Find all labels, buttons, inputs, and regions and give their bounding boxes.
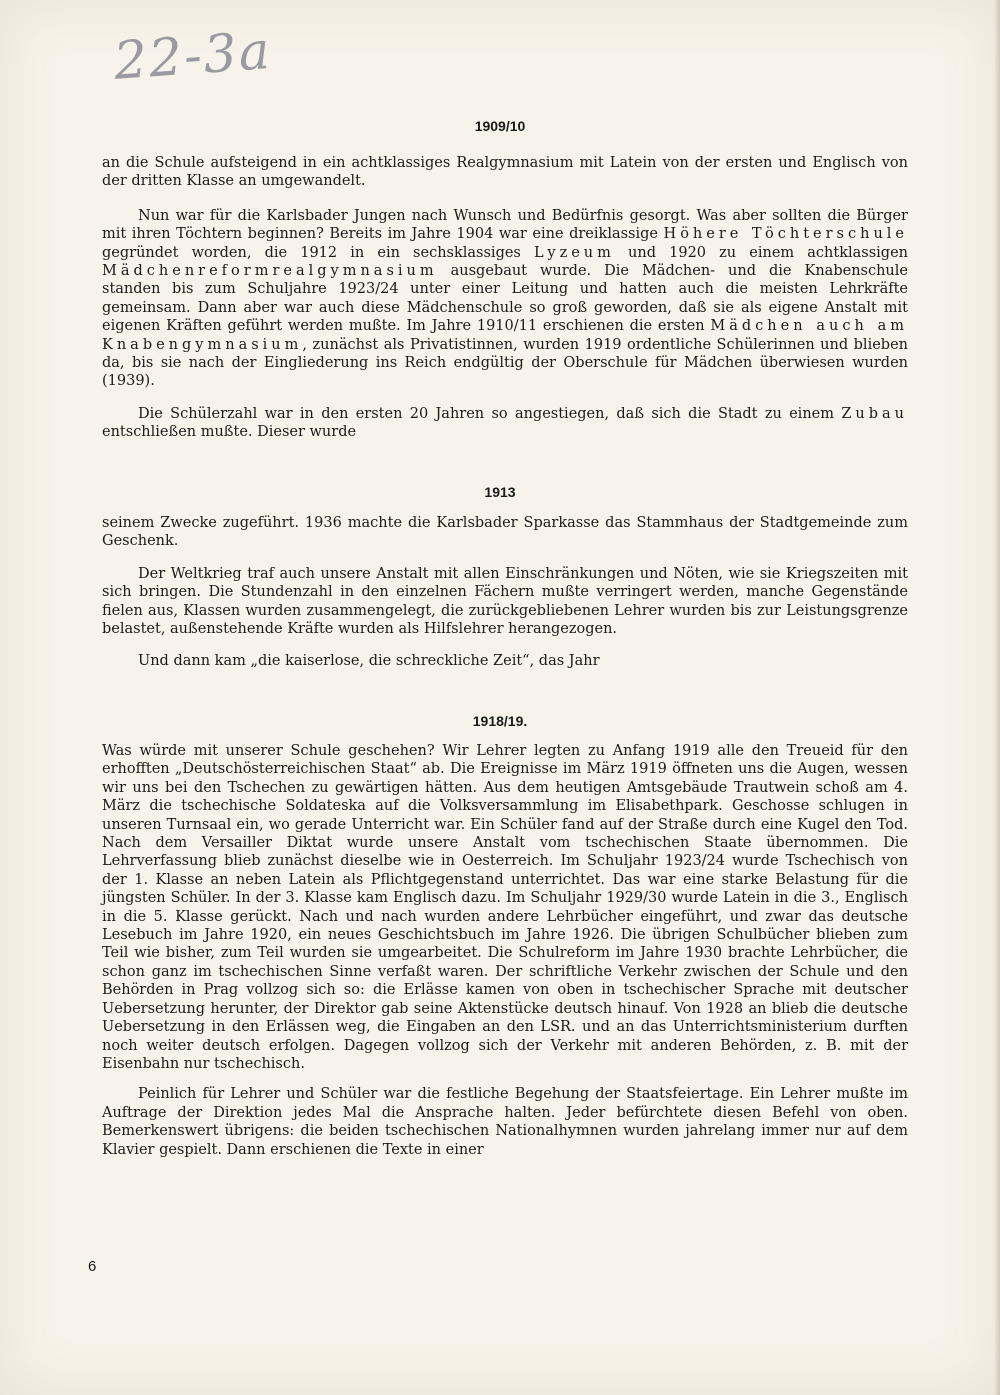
section-1918 — [102, 742, 908, 1159]
year-heading-1918: 1918/19. — [472, 713, 528, 729]
text-run: und 1920 zu einem achtklassigen — [614, 244, 909, 261]
year-heading-1909: 1909/10 — [474, 118, 526, 134]
paragraph: an die Schule aufsteigend in ein achtklassiges Realgymnasium mit Latein von der ersten und Englisch von der dritten Klasse an umgewandelt. — [102, 155, 908, 190]
paragraph — [102, 405, 908, 442]
text-run: Die Schülerzahl war in den ersten 20 Jahren so angestiegen, daß sich die Stadt zu einem — [138, 405, 842, 422]
paragraph: Was würde mit unserer Schule geschehen? Wir Lehrer legten zu Anfang 1919 alle den Treueid für den erhofften „Deutschösterreichischen Staat“ ab. Die Ereignisse im März 1919 öffneten uns die Augen, wessen wir uns bei den Tschechen zu gewärtigen hätten. Aus dem heutigen Amtsgebäude Trautwein schoß am 4. März die tschechische Soldateska auf die Volksversammlung im Elisabethpark. Geschosse schlugen in unseren Turnsaal ein, wo gerade Unterricht war. Ein Schüler fand auf der Straße durch eine Kugel den Tod. Nach dem Versailler Diktat wurde unsere Anstalt vom tschechischen Staate übernommen. Die Lehrverfassung blieb zunächst dieselbe wie in Oesterreich. Im Schuljahr 1923/24 wurde Tschechisch von der 1. Klasse an neben Latein als Pflichtgegenstand unterrichtet. Das war eine starke Belastung für die jüngsten Schüler. In der 3. Klasse kam Englisch dazu. Im Schuljahr 1929/30 wurde Latein in die 3., Englisch in die 5. Klasse gerückt. Nach und nach wurden andere Lehrbücher eingeführt, und zwar das deutsche Lesebuch im Jahre 1920, ein neues Geschichtsbuch im Jahre 1926. Die übrigen Schulbücher blieben zum Teil wie bisher, zum Teil wurden sie umgearbeitet. Die Schulreform im Jahre 1930 brachte Lehrbücher, die schon ganz im tschechischen Sinne verfaßt waren. Der schriftliche Verkehr zwischen der Schule und den Behörden in Prag vollzog sich so: die Erlässe kamen von oben in tschechischer Sprache mit deutscher Uebersetzung herunter, der Direktor gab seine Aktenstücke deutsch hinauf. Von 1928 an blieb die deutsche Uebersetzung in den Erlässen weg, die Eingaben an den LSR. und an das Unterrichtsministerium durften noch weiter deutsch erfolgen. Dagegen vollzog sich der Verkehr mit anderen Behörden, z. B. mit der Eisenbahn nur tschechisch. — [102, 743, 908, 1072]
text-run: entschließen mußte. Dieser wurde — [102, 424, 357, 441]
text-run: gegründet worden, die 1912 in ein sechsklassiges — [102, 244, 535, 261]
section-1913 — [102, 514, 908, 671]
page-number: 6 — [88, 1258, 97, 1275]
year-heading-1913: 1913 — [484, 484, 516, 500]
paragraph: Und dann kam „die kaiserlose, die schreckliche Zeit“, das Jahr — [138, 653, 600, 670]
text-run: Nun war für die Karlsbader Jungen nach Wunsch und Bedürfnis gesorgt. Was aber sollten die Bürger mit ihren Töchtern beginnen? Bereits im Jahre 1904 war eine dreiklassige — [102, 207, 908, 243]
paragraph: Peinlich für Lehrer und Schüler war die festliche Begehung der Staatsfeiertage. Ein Lehrer mußte im Auftrage der Direktion jedes Mal die Ansprache halten. Jeder befürchtete diesen Befehl von oben. Bemerkenswert übrigens: die beiden tschechischen Nationalhymnen wurden jahrelang immer nur auf dem Klavier gespielt. Dann erschienen die Texte in einer — [102, 1086, 908, 1158]
emphasized-term: Zubau — [841, 405, 908, 422]
text-run: , zunächst als Privatistinnen, wurden 1919 ordentliche Schülerinnen und blieben da, bis sie nach der Eingliederung ins Reich endgültig der Oberschule für Mädchen überwiesen wurden (1939). — [102, 336, 908, 390]
emphasized-term: Mädchen auch am Knabengymnasium — [102, 318, 908, 353]
emphasized-term: Lyzeum — [534, 244, 615, 261]
section-1909 — [102, 154, 908, 442]
paragraph: Der Weltkrieg traf auch unsere Anstalt mit allen Einschränkungen und Nöten, wie sie Kriegszeiten mit sich bringen. Die Stundenzahl in den einzelnen Fächern mußte verringert werden, manche Gegenstände fielen aus, Klassen wurden zusammengelegt, die zurückgebliebenen Lehrer wurden bis zur Leistungsgrenze belastet, außenstehende Kräfte wurden als Hilfslehrer herangezogen. — [102, 565, 908, 638]
text-run: ausgebaut wurde. Die Mädchen- und die Knabenschule standen bis zum Schuljahre 1923/24 unter einer Leitung und hatten auch die meisten Lehrkräfte gemeinsam. Dann aber war auch diese Mädchenschule so groß geworden, daß sie als eigene Anstalt mit eigenen Kräften geführt werden mußte. Im Jahre 1910/11 erschienen die ersten — [102, 263, 908, 335]
emphasized-term: Mädchenreformrealgymnasium — [102, 263, 438, 280]
handwritten-archive-note: 22-3a — [112, 20, 274, 92]
paragraph — [102, 207, 908, 391]
paragraph: seinem Zwecke zugeführt. 1936 machte die Karlsbader Sparkasse das Stammhaus der Stadtgemeinde zum Geschenk. — [102, 515, 908, 550]
emphasized-term: Höhere Töchterschule — [663, 226, 909, 243]
